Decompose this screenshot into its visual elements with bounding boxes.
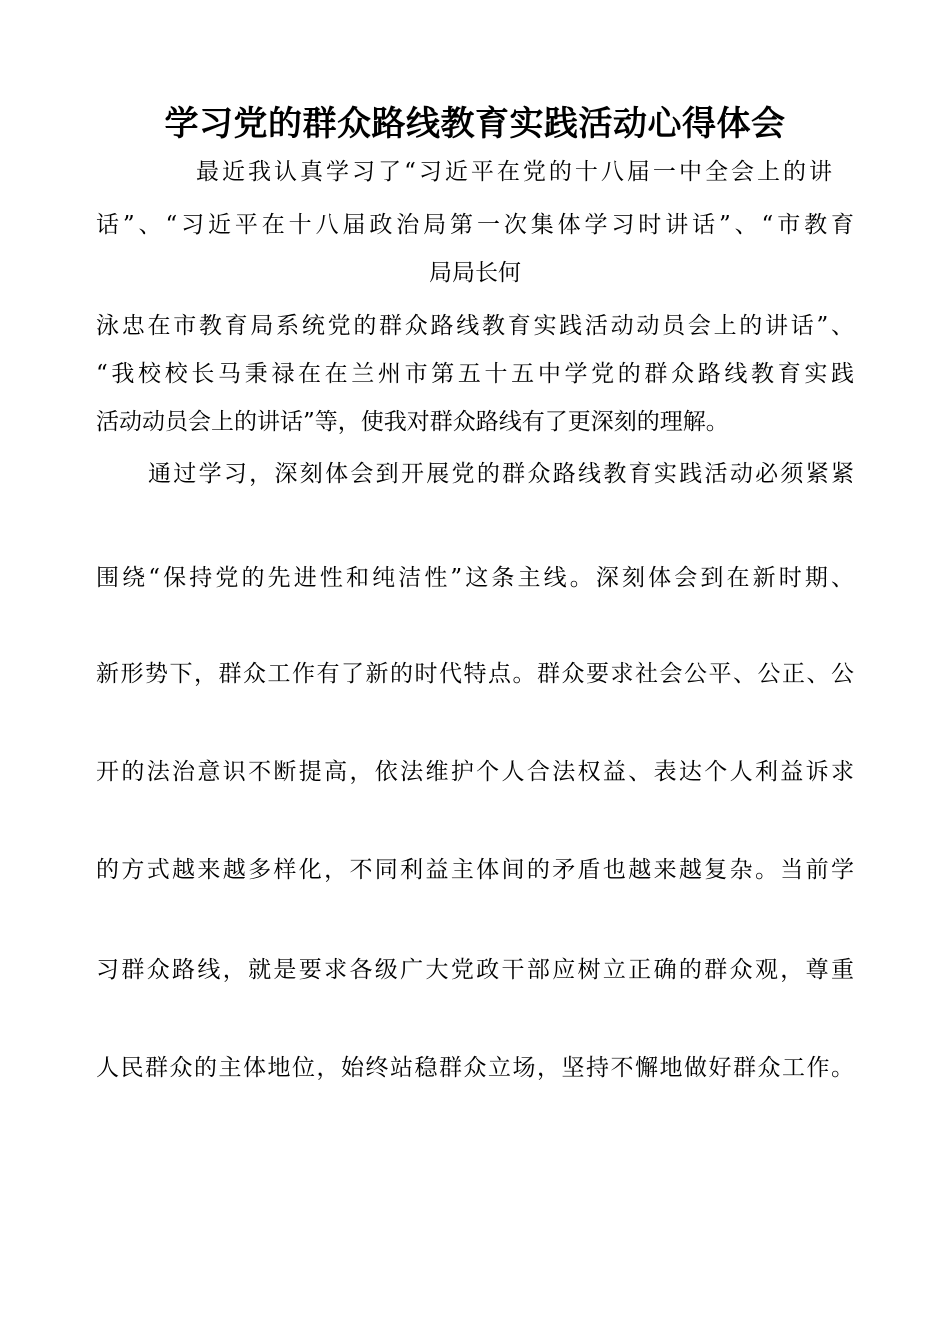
paragraph-1-line-2: 话”、“习近平在十八届政治局第一次集体学习时讲话”、“市教育 [96,212,854,238]
paragraph-2-line-3: 新形势下，群众工作有了新的时代特点。群众要求社会公平、公正、公 [96,661,854,687]
document-title: 学习党的群众路线教育实践活动心得体会 [164,104,786,144]
paragraph-1-line-3: 局局长何 [429,260,521,286]
paragraph-2-line-5: 的方式越来越多样化，不同利益主体间的矛盾也越来越复杂。当前学 [96,857,854,883]
paragraph-1-line-6: 活动动员会上的讲话”等，使我对群众路线有了更深刻的理解。 [96,409,729,435]
paragraph-1-line-1: 最近我认真学习了“习近平在党的十八届一中全会上的讲 [196,159,832,185]
paragraph-2-line-6: 习群众路线，就是要求各级广大党政干部应树立正确的群众观，尊重 [96,957,854,983]
paragraph-1-line-5: “我校校长马秉禄在在兰州市第五十五中学党的群众路线教育实践 [96,361,854,387]
paragraph-2-line-1: 通过学习，深刻体会到开展党的群众路线教育实践活动必须紧紧 [148,461,854,487]
paragraph-1-line-4: 泳忠在市教育局系统党的群众路线教育实践活动动员会上的讲话”、 [96,313,854,339]
paragraph-2-line-2: 围绕“保持党的先进性和纯洁性”这条主线。深刻体会到在新时期、 [96,565,854,591]
paragraph-2-line-4: 开的法治意识不断提高，依法维护个人合法权益、表达个人利益诉求 [96,759,854,785]
paragraph-2-line-7: 人民群众的主体地位，始终站稳群众立场，坚持不懈地做好群众工作。 [96,1055,854,1081]
